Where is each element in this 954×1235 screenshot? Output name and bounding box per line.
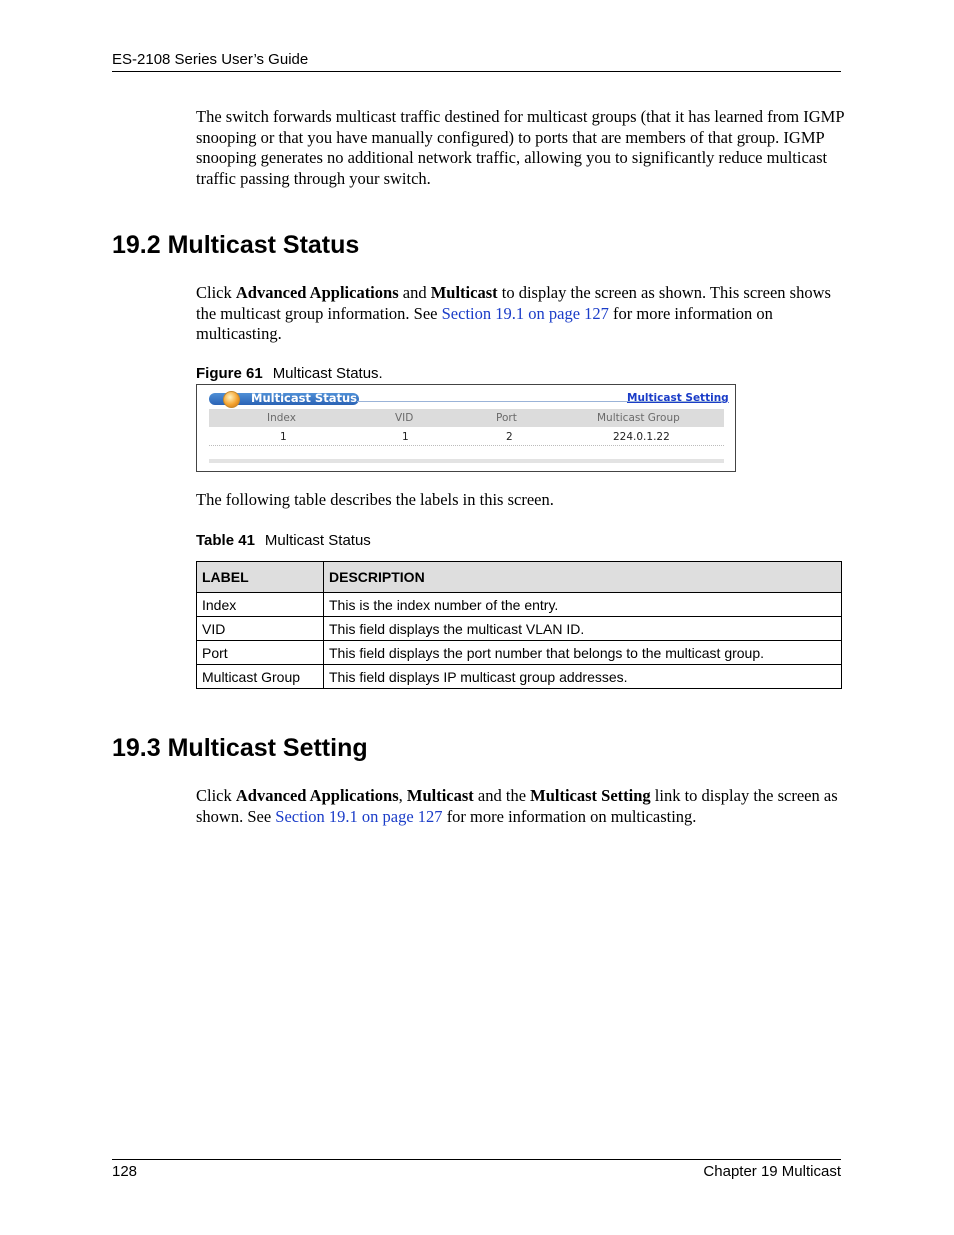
description-cell: This field displays IP multicast group addresses.	[324, 665, 842, 689]
cell-multicast-group: 224.0.1.22	[613, 431, 670, 443]
text-fragment: Click	[196, 283, 236, 302]
bold-advanced-applications: Advanced Applications	[235, 283, 399, 302]
page-header	[112, 51, 841, 72]
section-heading-multicast-setting: 19.3 Multicast Setting	[112, 734, 368, 762]
chapter-title: Chapter 19 Multicast	[703, 1163, 841, 1180]
table-footer-bar	[209, 459, 724, 463]
multicast-setting-link[interactable]: Multicast Setting	[627, 392, 729, 404]
text-fragment: for more information on multicasting.	[196, 303, 773, 343]
table-row	[197, 665, 842, 689]
status-description-paragraph	[196, 283, 846, 345]
bold-multicast: Multicast	[430, 283, 498, 302]
table-header-row	[197, 562, 842, 593]
text-fragment: to display the screen as shown. This screen shows the multicast group information. See	[196, 283, 831, 323]
label-cell: Port	[197, 641, 324, 665]
bold-advanced-applications: Advanced Applications	[235, 786, 399, 805]
figure-title: Multicast Status.	[272, 365, 383, 382]
status-table-header	[209, 409, 724, 427]
table-label: Table 41	[196, 532, 255, 549]
label-cell: Index	[197, 593, 324, 617]
label-description-table	[196, 561, 842, 689]
description-cell: This field displays the port number that belongs to the multicast group.	[324, 641, 842, 665]
intro-paragraph: The switch forwards multicast traffic destined for multicast groups (that it has learned from IGMP snooping or that you have manually configured) to ports that are members of that group. IGMP snooping generates no additional network traffic, allowing you to significantly reduce multicast traffic passing through your switch.	[196, 107, 844, 188]
section-link[interactable]: Section 19.1 on page 127	[441, 303, 609, 323]
orb-icon	[223, 391, 240, 408]
page-footer	[112, 1159, 841, 1180]
table-row	[209, 428, 724, 446]
column-header-port: Port	[496, 412, 517, 424]
table-intro-paragraph: The following table describes the labels in this screen.	[196, 490, 554, 509]
bold-multicast: Multicast	[406, 786, 474, 805]
text-fragment: and	[398, 283, 431, 302]
label-cell: VID	[197, 617, 324, 641]
figure-label: Figure 61	[196, 365, 263, 382]
text-fragment: for more information on multicasting.	[442, 806, 697, 826]
column-header-multicast-group: Multicast Group	[597, 412, 680, 424]
header-label: LABEL	[197, 562, 324, 593]
page-number: 128	[112, 1163, 138, 1180]
table-title: Multicast Status	[264, 532, 371, 549]
table-caption	[196, 532, 371, 550]
screen-title-bar	[209, 393, 359, 405]
section-link[interactable]: Section 19.1 on page 127	[275, 806, 443, 826]
table-row	[197, 617, 842, 641]
description-cell: This field displays the multicast VLAN ID.	[324, 617, 842, 641]
text-fragment: link to display the screen as shown. See	[196, 786, 838, 826]
guide-title: ES-2108 Series User’s Guide	[112, 51, 309, 68]
cell-vid: 1	[402, 431, 409, 443]
label-cell: Multicast Group	[197, 665, 324, 689]
screen-title: Multicast Status	[251, 391, 358, 405]
multicast-status-screenshot	[196, 384, 736, 472]
text-fragment: ,	[398, 786, 407, 805]
setting-description-paragraph	[196, 786, 846, 827]
column-header-vid: VID	[395, 412, 414, 424]
text-fragment: and the	[473, 786, 531, 805]
header-description: DESCRIPTION	[324, 562, 842, 593]
figure-caption	[196, 365, 383, 383]
bold-multicast-setting: Multicast Setting	[530, 786, 651, 805]
column-header-index: Index	[267, 412, 296, 424]
table-row	[197, 641, 842, 665]
section-heading-multicast-status: 19.2 Multicast Status	[112, 231, 360, 259]
description-cell: This is the index number of the entry.	[324, 593, 842, 617]
text-fragment: Click	[196, 786, 236, 805]
cell-index: 1	[280, 431, 287, 443]
table-row	[197, 593, 842, 617]
cell-port: 2	[506, 431, 513, 443]
